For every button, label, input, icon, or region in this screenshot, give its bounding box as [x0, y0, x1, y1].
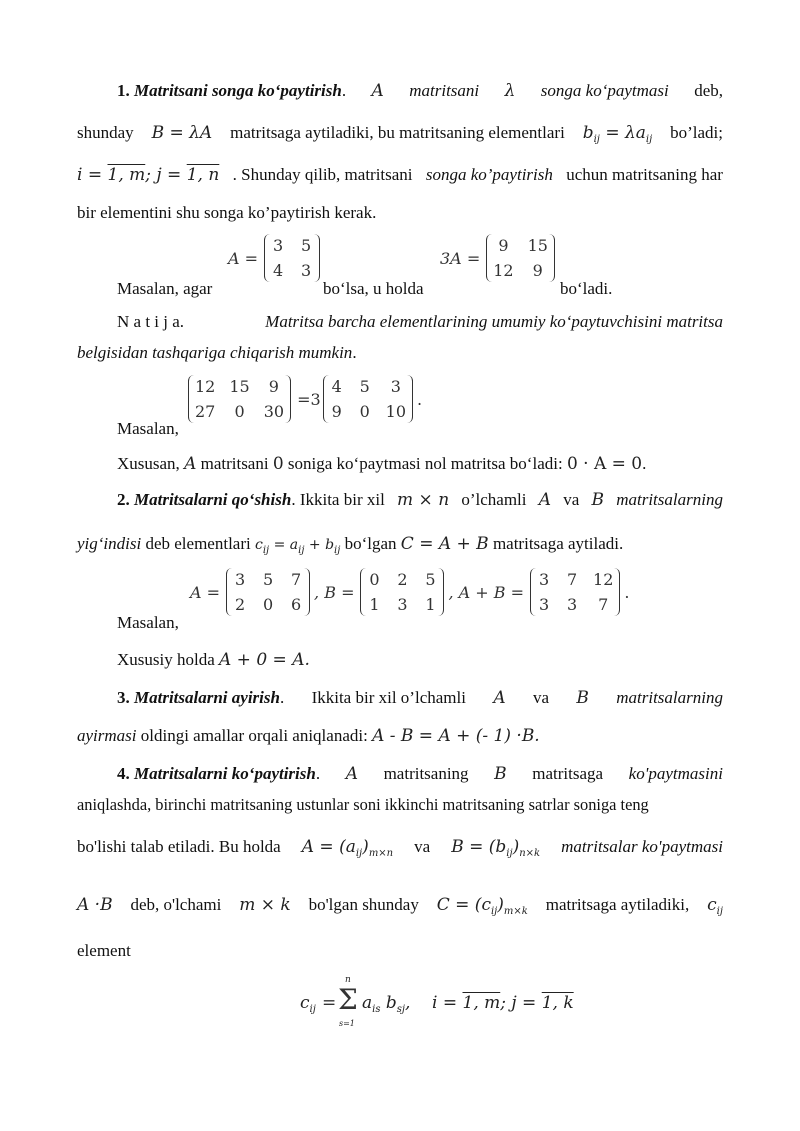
section3-line1: 3. Matritsalarni ayirish. Ikkita bir xil o’lchamli A va B matritsalarning — [117, 688, 723, 708]
formula-index-range: i = 1, m; j = 1, n — [77, 165, 220, 185]
section4-line3: bo'lishi talab etiladi. Bu holda $A = (a_{ij})_{m\times n}$ va $B = (b_{ij})_{n\times k}$ matritsalar ko'paytmasi — [77, 836, 723, 865]
example3-masalan: Masalan, — [117, 613, 179, 632]
formula-B-dims: $B = (b_{ij})_{n\times k}$ — [451, 837, 541, 859]
section2-line1: 2. Matritsalarni qo‘shish. Ikkita bir xil m × n o’lchamli A va B matritsalarning — [117, 490, 723, 510]
example2-masalan: Masalan, — [117, 419, 179, 438]
section4-title: Matritsalarni ko‘paytirish — [134, 764, 316, 783]
matrix-example2: 12 15 9 27 0 30 =3 4 5 3 9 0 10 . — [188, 375, 422, 423]
formula-matrix-product-sum: $c_{ij}$ = n Σ s=1 $a_{is}$ $b_{sj}$, i = 1, m; j = 1, k — [300, 975, 574, 1028]
xususan-line: Xususan, A matritsani 0 soniga ko‘paytmasi nol matritsa bo‘ladi: 0 · A = 0. — [117, 454, 647, 474]
section2-title: Matritsalarni qo‘shish — [134, 490, 292, 509]
matrix-A-example1: A = 3 5 4 3 — [228, 234, 320, 282]
matrices-example3: A = 3 5 7 2 0 6 , B = 0 2 5 1 3 1 , A + B = 3 7 12 3 3 7 . — [190, 570, 630, 614]
section1-line4: bir elementini shu songa ko’paytirish kerak. — [77, 203, 377, 222]
matrix-3A-example1: 3A = 9 15 12 9 — [440, 234, 555, 282]
section3-line2: ayirmasi oldingi amallar orqali aniqlanadi: A - B = A + (- 1) ·B. — [77, 726, 540, 746]
section2-line2: yig‘indisi deb elementlari $c_{ij} = a_{ij} + b_{ij}$ bo‘lgan C = A + B matritsaga aytiladi. — [77, 534, 624, 556]
formula-A-dims: $A = (a_{ij})_{m\times n}$ — [301, 837, 394, 859]
formula-B-lambdaA: B = λA — [151, 123, 213, 143]
formula-bij: $b_{ij} = \lambda a_{ij}$ — [582, 123, 653, 145]
section1-line3: i = 1, m; j = 1, n . Shunday qilib, matritsani songa ko’paytirish uchun matritsaning har — [77, 165, 723, 185]
section4-line2: aniqlashda, birinchi matritsaning ustunlar soni ikkinchi matritsaning satrlar soniga teng — [77, 795, 649, 814]
formula-A-plus-0: A + 0 = A. — [219, 650, 310, 670]
section4-line4: A ·B deb, o'lchami m × k bo'lgan shunday $C = (c_{ij})_{m\times k}$ matritsaga aytiladiki, $c_{ij}$ — [77, 894, 723, 923]
section1-number: 1. — [117, 81, 130, 100]
section1-title: Matritsani songa ko‘paytirish — [134, 81, 342, 100]
example1-end: bo‘ladi. — [560, 279, 613, 298]
natija-line2: belgisidan tashqariga chiqarish mumkin. — [77, 343, 357, 362]
formula-cij: $c_{ij} = a_{ij} + b_{ij}$ — [254, 537, 341, 556]
section3-title: Matritsalarni ayirish — [134, 688, 280, 707]
symbol-lambda: λ — [504, 81, 516, 101]
natija-line1: N a t i j a. Matritsa barcha elementlarining umumiy ko‘paytuvchisini matritsa — [117, 312, 723, 331]
formula-C-dims: $C = (c_{ij})_{m\times k}$ — [436, 895, 528, 917]
section4-line1: 4. Matritsalarni ko‘paytirish. A matritsaning B matritsaga ko'paytmasini — [117, 764, 723, 784]
formula-zero-product: 0 · A = 0 — [566, 454, 643, 474]
section1-line1: 1. Matritsani songa ko‘paytirish. A matritsani λ songa ko‘paytmasi deb, — [117, 81, 723, 101]
example1-masalan: Masalan, agar — [117, 279, 213, 298]
example1-mid: bo‘lsa, u holda — [323, 279, 424, 298]
section4-line5: element — [77, 941, 131, 960]
formula-subtraction: A - B = A + (- 1) ·B. — [372, 726, 540, 746]
section1-line2: shunday B = λA matritsaga aytiladiki, bu matritsaning elementlari $b_{ij} = \lambda a_{ij}$ bo’ladi; — [77, 122, 723, 151]
symbol-A: A — [371, 81, 384, 101]
xususiy-line: Xususiy holda A + 0 = A. — [117, 650, 310, 670]
